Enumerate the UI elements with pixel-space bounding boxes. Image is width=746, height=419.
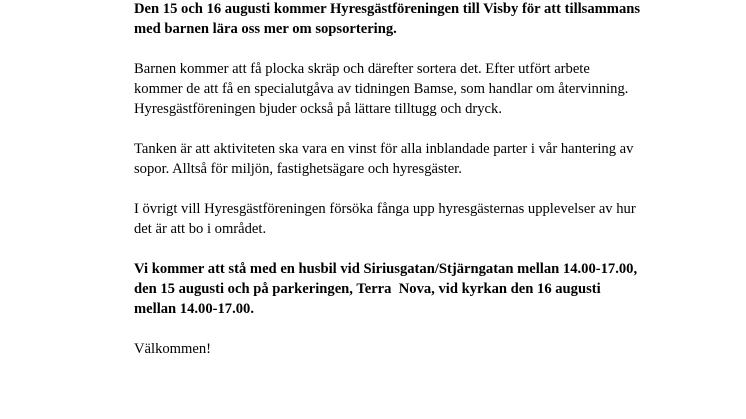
text-line: det är att bo i området. bbox=[134, 221, 267, 237]
text-line: kommer de att få en specialutgåva av tidningen Bamse, som handlar om återvinning. bbox=[134, 81, 629, 97]
text-line: Välkommen! bbox=[134, 341, 212, 357]
text-line: med barnen lära oss mer om sopsortering. bbox=[134, 21, 397, 37]
text-line: I övrigt vill Hyresgästföreningen försöka fånga upp hyresgästernas upplevelser av hur bbox=[134, 201, 636, 217]
text-line: mellan 14.00-17.00. bbox=[134, 301, 254, 317]
text-line: Barnen kommer att få plocka skräp och därefter sortera det. Efter utfört arbete bbox=[134, 61, 590, 77]
text-line: sopor. Alltså för miljön, fastighetsägare och hyresgäster. bbox=[134, 161, 462, 177]
text-line: Den 15 och 16 augusti kommer Hyresgästföreningen till Visby för att tillsammans bbox=[134, 1, 641, 17]
intro-paragraph bbox=[134, 0, 694, 39]
text-line: Hyresgästföreningen bjuder också på lättare tilltugg och dryck. bbox=[134, 101, 502, 117]
feedback-paragraph bbox=[134, 199, 694, 239]
text-line: Vi kommer att stå med en husbil vid Siriusgatan/Stjärngatan mellan 14.00-17.00, bbox=[134, 261, 638, 277]
purpose-paragraph bbox=[134, 139, 694, 179]
closing-paragraph bbox=[134, 339, 694, 359]
activity-paragraph bbox=[134, 59, 694, 119]
document-body bbox=[134, 0, 694, 359]
location-paragraph bbox=[134, 259, 694, 319]
text-line: Tanken är att aktiviteten ska vara en vinst för alla inblandade parter i vår hantering av bbox=[134, 141, 634, 157]
text-line: den 15 augusti och på parkeringen, Terra Nova, vid kyrkan den 16 augusti bbox=[134, 281, 601, 297]
